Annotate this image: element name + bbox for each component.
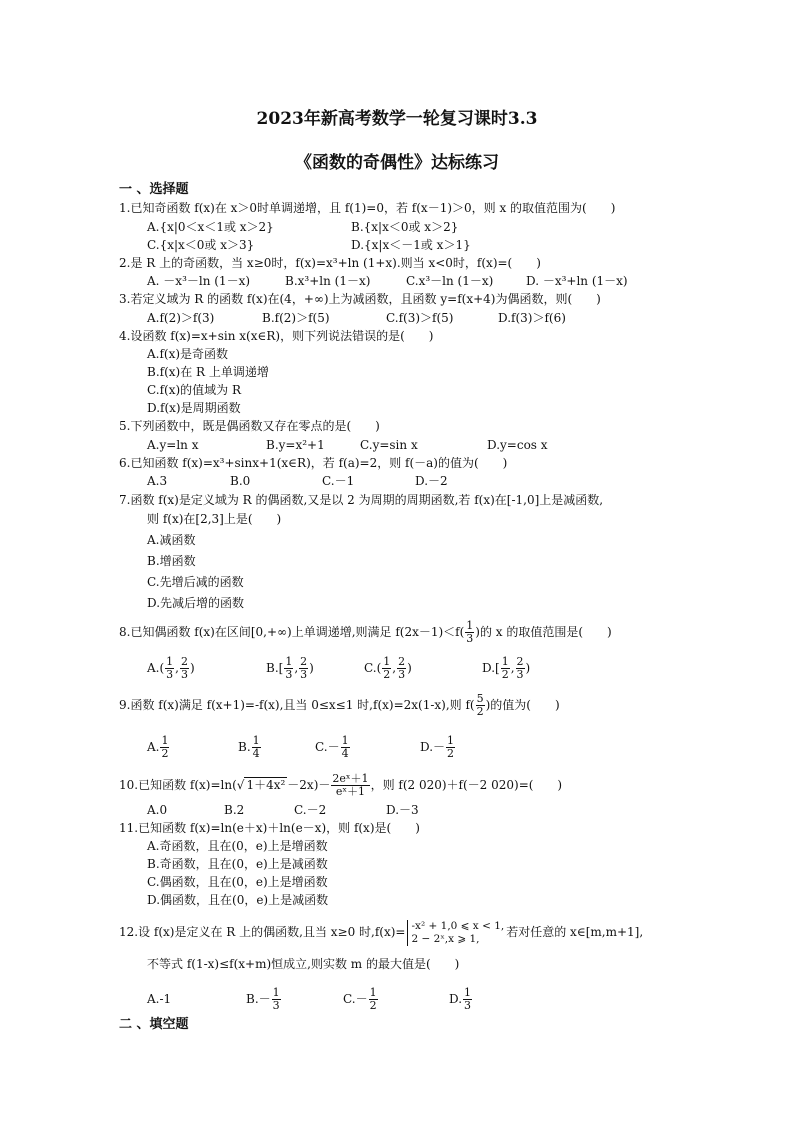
option-a: A.( $\frac{1}{3}$ , $\frac{2}{3}$ ) — [147, 655, 195, 681]
option-d: D.[ $\frac{1}{2}$ , $\frac{2}{3}$ ) — [482, 655, 531, 681]
option-d: D.－ $\frac{1}{2}$ — [420, 734, 455, 760]
option-d: D. －x³+ln (1－x) — [526, 274, 628, 288]
option-a: A.{x|0＜x＜1或 x＞2} — [147, 220, 274, 234]
option-c: C.－2 — [294, 803, 327, 817]
option-c: C.f(3)＞f(5) — [386, 311, 454, 325]
option-d: D.{x|x＜－1或 x＞1} — [351, 238, 471, 252]
option-d: D.先减后增的函数 — [147, 596, 245, 610]
option-c: C.偶函数，且在(0，e)上是增函数 — [147, 875, 328, 889]
section-heading: 一 、选择题 — [119, 182, 189, 197]
option-c: C.x³－ln (1－x) — [406, 274, 494, 288]
question-7: 7.函数 f(x)是定义域为 R 的偶函数,又是以 2 为周期的周期函数,若 f(x)在[-1,0]上是减函数, — [119, 493, 604, 507]
option-b: B.奇函数，且在(0，e)上是减函数 — [147, 857, 328, 871]
option-b: B.f(x)在 R 上单调递增 — [147, 365, 269, 379]
question-12-text-end: 若对任意的 x∈[m,m+1], — [506, 925, 644, 939]
option-b: B.[ $\frac{1}{3}$ , $\frac{2}{3}$ ) — [266, 655, 314, 681]
question-10 — [119, 772, 562, 798]
option-d: D.－2 — [415, 474, 448, 488]
question-2: 2.是 R 上的奇函数，当 x≥0时，f(x)=x³+ln (1+x).则当 x<0时，f(x)=( ) — [119, 256, 541, 270]
option-label: B.－ — [246, 992, 271, 1006]
option-a: A. －x³－ln (1－x) — [147, 274, 251, 288]
option-b: B.f(2)＞f(5) — [262, 311, 330, 325]
question-12-line2: 不等式 f(1-x)≤f(x+m)恒成立,则实数 m 的最大值是( ) — [147, 957, 460, 971]
question-8 — [119, 619, 612, 645]
option-b: B.{x|x＜0或 x＞2} — [351, 220, 459, 234]
question-9-text: 9.函数 f(x)满足 f(x+1)=-f(x),且当 0≤x≤1 时,f(x)=2x(1-x),则 f( — [119, 698, 475, 712]
option-b: B. $\frac{1}{4}$ — [238, 734, 260, 760]
option-b: B.x³+ln (1－x) — [285, 274, 371, 288]
option-a: A.f(x)是奇函数 — [147, 347, 229, 361]
piecewise-case: -x² + 1,0 ⩽ x < 1, — [411, 919, 505, 932]
option-d: D.f(x)是周期函数 — [147, 401, 241, 415]
fraction: $\frac{1}{3}$ — [466, 619, 474, 645]
option-d: D.f(3)＞f(6) — [498, 311, 566, 325]
option-d: D.偶函数，且在(0，e)上是减函数 — [147, 893, 329, 907]
option-a: A.奇函数，且在(0，e)上是增函数 — [147, 839, 328, 853]
question-10-text-mid: －2x)－ — [287, 778, 331, 792]
fraction: $\frac{\text{2eˣ＋1}}{\text{eˣ＋1}}$ — [332, 772, 369, 798]
option-c: C.－ $\frac{1}{2}$ — [343, 986, 377, 1012]
question-6: 6.已知函数 f(x)=x³+sinx+1(x∈R)，若 f(a)=2，则 f(－a)的值为( ) — [119, 456, 508, 470]
option-c: C.－ $\frac{1}{4}$ — [315, 734, 349, 760]
piecewise-function — [407, 920, 504, 946]
question-5: 5.下列函数中，既是偶函数又存在零点的是( ) — [119, 419, 380, 433]
option-label: D. — [449, 992, 463, 1006]
question-8-text-end: )的 x 的取值范围是( ) — [475, 625, 612, 639]
option-c: C.－1 — [322, 474, 355, 488]
page-subtitle: 《函数的奇偶性》达标练习 — [295, 153, 499, 173]
option-d: D.y=cos x — [487, 438, 548, 452]
question-1: 1.已知奇函数 f(x)在 x＞0时单调递增，且 f(1)=0，若 f(x－1)＞0，则 x 的取值范围为( ) — [119, 201, 616, 215]
sqrt-expression: √ 1＋4x² — [236, 778, 286, 792]
question-10-text: 10.已知函数 f(x)=ln( — [119, 778, 237, 792]
option-a: A.f(2)＞f(3) — [147, 311, 215, 325]
option-a: A.-1 — [147, 992, 172, 1006]
question-9-text-end: )的值为( ) — [485, 698, 560, 712]
question-9 — [119, 692, 560, 718]
question-12-text: 12.设 f(x)是定义在 R 上的偶函数,且当 x≥0 时,f(x)= — [119, 925, 406, 939]
page-title: 2023年新高考数学一轮复习课时3.3 — [256, 109, 538, 129]
question-10-text-end: ，则 f(2 020)＋f(－2 020)=( ) — [370, 778, 563, 792]
option-c: C.{x|x＜0或 x＞3} — [147, 238, 255, 252]
question-7-line2: 则 f(x)在[2,3]上是( ) — [147, 512, 282, 526]
fraction: $\frac{5}{2}$ — [476, 692, 484, 718]
option-c: C.y=sin x — [360, 438, 418, 452]
option-a: A.减函数 — [147, 533, 196, 547]
option-c: C.( $\frac{1}{2}$ , $\frac{2}{3}$ ) — [364, 655, 412, 681]
option-b: B.2 — [224, 803, 245, 817]
option-a: A. $\frac{1}{2}$ — [147, 734, 169, 760]
question-11: 11.已知函数 f(x)=ln(e＋x)＋ln(e－x)，则 f(x)是( ) — [119, 821, 420, 835]
option-a: A.0 — [147, 803, 168, 817]
option-a: A.3 — [147, 474, 168, 488]
question-12 — [119, 918, 643, 946]
option-c: C.f(x)的值域为 R — [147, 383, 241, 397]
option-d: D.－3 — [386, 803, 419, 817]
section-heading: 二 、填空题 — [119, 1017, 189, 1032]
option-c: C.先增后减的函数 — [147, 575, 244, 589]
option-b: B.0 — [230, 474, 251, 488]
question-4: 4.设函数 f(x)=x+sin x(x∈R)，则下列说法错误的是( ) — [119, 329, 434, 343]
option-b: B.增函数 — [147, 554, 196, 568]
piecewise-case: 2 − 2ˣ,x ⩾ 1, — [411, 932, 480, 945]
option-label: C.－ — [343, 992, 368, 1006]
option-b: B.y=x²+1 — [266, 438, 325, 452]
option-a: A.y=ln x — [147, 438, 199, 452]
question-3: 3.若定义域为 R 的函数 f(x)在(4，+∞)上为减函数，且函数 y=f(x+4)为偶函数，则( ) — [119, 292, 601, 306]
question-8-text: 8.已知偶函数 f(x)在区间[0,+∞)上单调递增,则满足 f(2x－1)＜f( — [119, 625, 465, 639]
option-d: D. $\frac{1}{3}$ — [449, 986, 472, 1012]
option-b: B.－ $\frac{1}{3}$ — [246, 986, 280, 1012]
